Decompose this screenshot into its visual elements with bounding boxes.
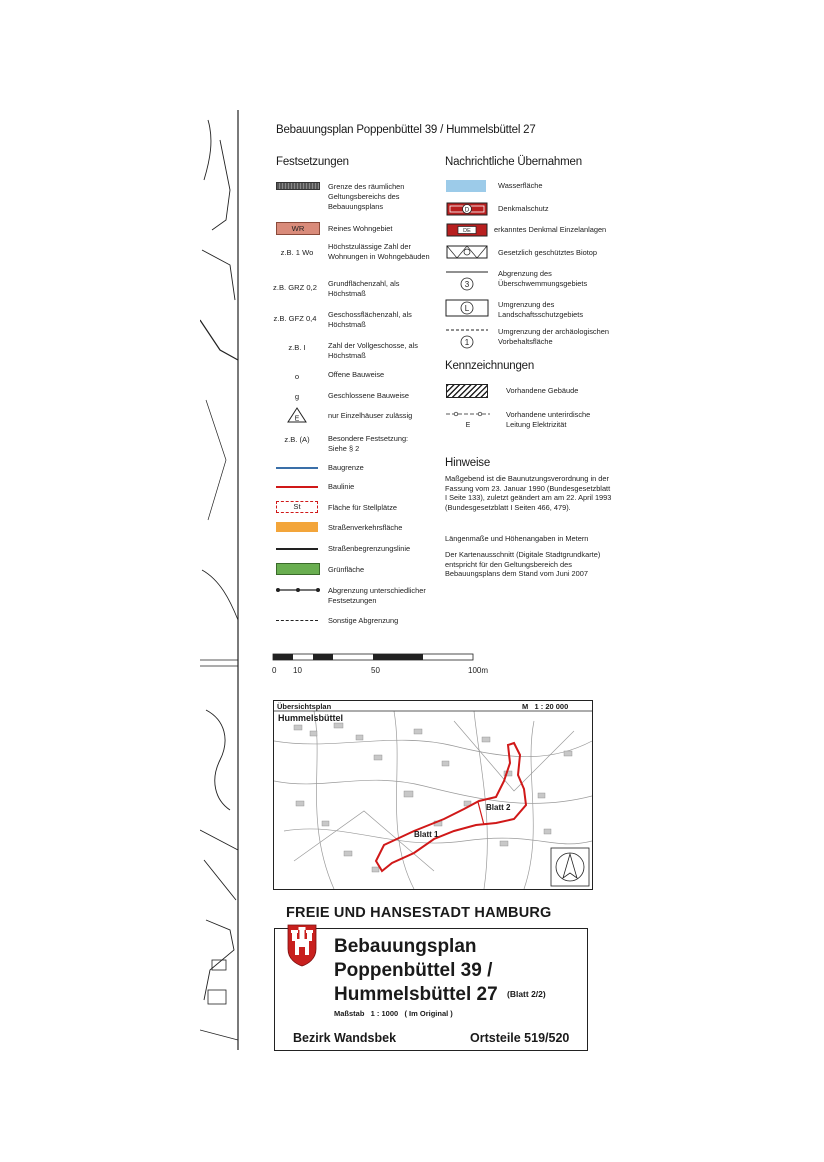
festsetzung-label: Geschlossene Bauweise (328, 391, 409, 400)
overview-title: Übersichtsplan (277, 702, 332, 711)
hinweis-paragraph: Der Kartenausschnitt (Digitale Stadtgrundkarte) entspricht für den Geltungsbereich des Bebauungsplans dem Stand vom Juni 2007 (445, 550, 601, 579)
festsetzung-symbol: z.B. GFZ 0,4 (273, 314, 317, 323)
plan-scale-text: Maßstab 1 : 1000 ( Im Original ) (334, 1009, 453, 1018)
kennzeichnung-label: Vorhandene unterirdische Leitung Elektrizität (506, 410, 591, 429)
wasserflaeche-symbol (446, 180, 486, 192)
landschaftsschutz-icon (444, 298, 490, 318)
ortsteile-label: Ortsteile 519/520 (470, 1031, 570, 1045)
denkmal-einzelanlage-icon (446, 223, 488, 237)
stellplatz-symbol: St (276, 501, 318, 513)
plan-title-line: Bebauungsplan (334, 936, 477, 957)
kennzeichnung-label: Vorhandene Gebäude (506, 386, 579, 395)
geltungsbereich-symbol (276, 182, 320, 190)
einzelhaus-triangle-icon (287, 407, 307, 423)
festsetzung-label: Grenze des räumlichen Geltungsbereichs des Bebauungsplans (328, 182, 405, 211)
ueberschwemmung-symbol-text: 3 (464, 280, 470, 289)
archaeologie-icon (444, 326, 490, 350)
legend-title: Bebauungsplan Poppenbüttel 39 / Hummelsbüttel 27 (276, 124, 536, 136)
festsetzung-label: Höchstzulässige Zahl der Wohnungen in Wohngebäuden (328, 242, 430, 261)
plan-title-line: Poppenbüttel 39 / (334, 960, 493, 981)
gruenflaeche-symbol (276, 563, 320, 575)
baulinie-line-symbol (276, 486, 318, 488)
festsetzung-label: Besondere Festsetzung: Siehe § 2 (328, 434, 409, 453)
festsetzung-label: Straßenverkehrsfläche (328, 523, 403, 532)
festsetzung-label: Zahl der Vollgeschosse, als Höchstmaß (328, 341, 418, 360)
nachrichtlich-label: Umgrenzung der archäologischen Vorbehaltsfläche (498, 327, 609, 346)
leitung-symbol-text: E (465, 422, 471, 429)
hinweis-paragraph: Maßgebend ist die Baunutzungsverordnung in der Fassung vom 23. Januar 1990 (Bundesgesetzblatt I Seite 133), zuletzt geändert am am 22. April 1993 (Bundesgesetzblatt I Seiten 466, 479). (445, 474, 612, 512)
biotop-icon (446, 245, 488, 259)
festsetzung-label: Straßenbegrenzungslinie (328, 544, 411, 553)
plan-title-box (274, 928, 588, 1051)
festsetzung-label: Sonstige Abgrenzung (328, 616, 399, 625)
kennzeichnungen-heading: Kennzeichnungen (445, 360, 535, 372)
festsetzung-label: Reines Wohngebiet (328, 224, 393, 233)
strassenbegrenzung-line-symbol (276, 548, 318, 550)
denkmalschutz-icon (446, 202, 488, 216)
archaeologie-symbol-text: 1 (464, 338, 470, 347)
sonstige-abgrenzung-symbol (276, 620, 318, 621)
festsetzung-symbol: z.B. (A) (284, 435, 310, 444)
festsetzung-label: Abgrenzung unterschiedlicher Festsetzungen (328, 586, 426, 605)
hinweis-paragraph: Längenmaße und Höhenangaben in Metern (445, 534, 589, 543)
scale-label: 100m (468, 666, 489, 675)
festsetzung-symbol: z.B. 1 Wo (280, 248, 314, 257)
scale-label: 50 (371, 666, 380, 675)
abgrenzung-dotline-icon (274, 586, 322, 594)
map-edge-strip (200, 100, 245, 1060)
overview-map-canvas (274, 701, 592, 889)
district-label: Bezirk Wandsbek (293, 1031, 397, 1045)
festsetzung-symbol: o (294, 372, 300, 381)
nachrichtlich-label: Gesetzlich geschütztes Biotop (498, 248, 598, 257)
festsetzungen-heading: Festsetzungen (276, 156, 349, 168)
festsetzung-symbol: z.B. I (288, 343, 306, 352)
nachrichtlich-label: Abgrenzung des Überschwemmungsgebiets (498, 269, 588, 288)
scale-label: 0 (272, 666, 277, 675)
festsetzung-label: Grünfläche (328, 565, 365, 574)
wr-symbol: WR (276, 222, 320, 235)
festsetzung-label: Fläche für Stellplätze (328, 503, 398, 512)
nachrichtliche-heading: Nachrichtliche Übernahmen (445, 156, 582, 168)
gebaeude-hatch-symbol (446, 384, 488, 398)
plan-title-line: Hummelsbüttel 27 (334, 984, 498, 1005)
overview-sheet-label: Blatt 1 (414, 830, 439, 839)
overview-place-label: Hummelsbüttel (278, 713, 344, 723)
city-title: FREIE UND HANSESTADT HAMBURG (286, 905, 552, 921)
festsetzung-symbol: g (294, 392, 300, 401)
festsetzung-symbol: z.B. GRZ 0,2 (273, 283, 317, 292)
overview-sheet-label: Blatt 2 (486, 803, 511, 812)
scale-label: 10 (293, 666, 302, 675)
nachrichtlich-label: Umgrenzung des Landschaftsschutzgebiets (498, 300, 584, 319)
overview-map (273, 700, 593, 890)
festsetzung-label: Offene Bauweise (328, 370, 385, 379)
strassenverkehr-symbol (276, 522, 318, 532)
sheet-number: (Blatt 2/2) (507, 989, 546, 999)
nachrichtlich-label: Wasserfläche (498, 181, 543, 190)
nachrichtlich-label: Denkmalschutz (498, 204, 549, 213)
scale-bar (272, 652, 476, 664)
hamburg-coat-of-arms-icon (286, 923, 318, 967)
overview-scale: M 1 : 20 000 (522, 702, 569, 711)
leitung-elektrizitaet-icon (444, 408, 492, 430)
festsetzung-label: Baugrenze (328, 463, 364, 472)
festsetzung-label: Baulinie (328, 482, 355, 491)
hinweise-heading: Hinweise (445, 457, 491, 469)
denkmal-einzelanlage-symbol-text: DE (463, 228, 471, 235)
ueberschwemmung-icon (444, 268, 490, 292)
festsetzung-label: Grundflächenzahl, als Höchstmaß (328, 279, 400, 298)
baugrenze-line-symbol (276, 467, 318, 469)
festsetzung-label: nur Einzelhäuser zulässig (328, 411, 413, 420)
denkmalschutz-symbol-text: D (464, 207, 470, 214)
festsetzung-label: Geschossflächenzahl, als Höchstmaß (328, 310, 412, 329)
einzelhaus-symbol-text: E (294, 415, 300, 423)
landschaftsschutz-symbol-text: L (464, 304, 470, 313)
nachrichtlich-label: erkanntes Denkmal Einzelanlagen (494, 225, 607, 234)
